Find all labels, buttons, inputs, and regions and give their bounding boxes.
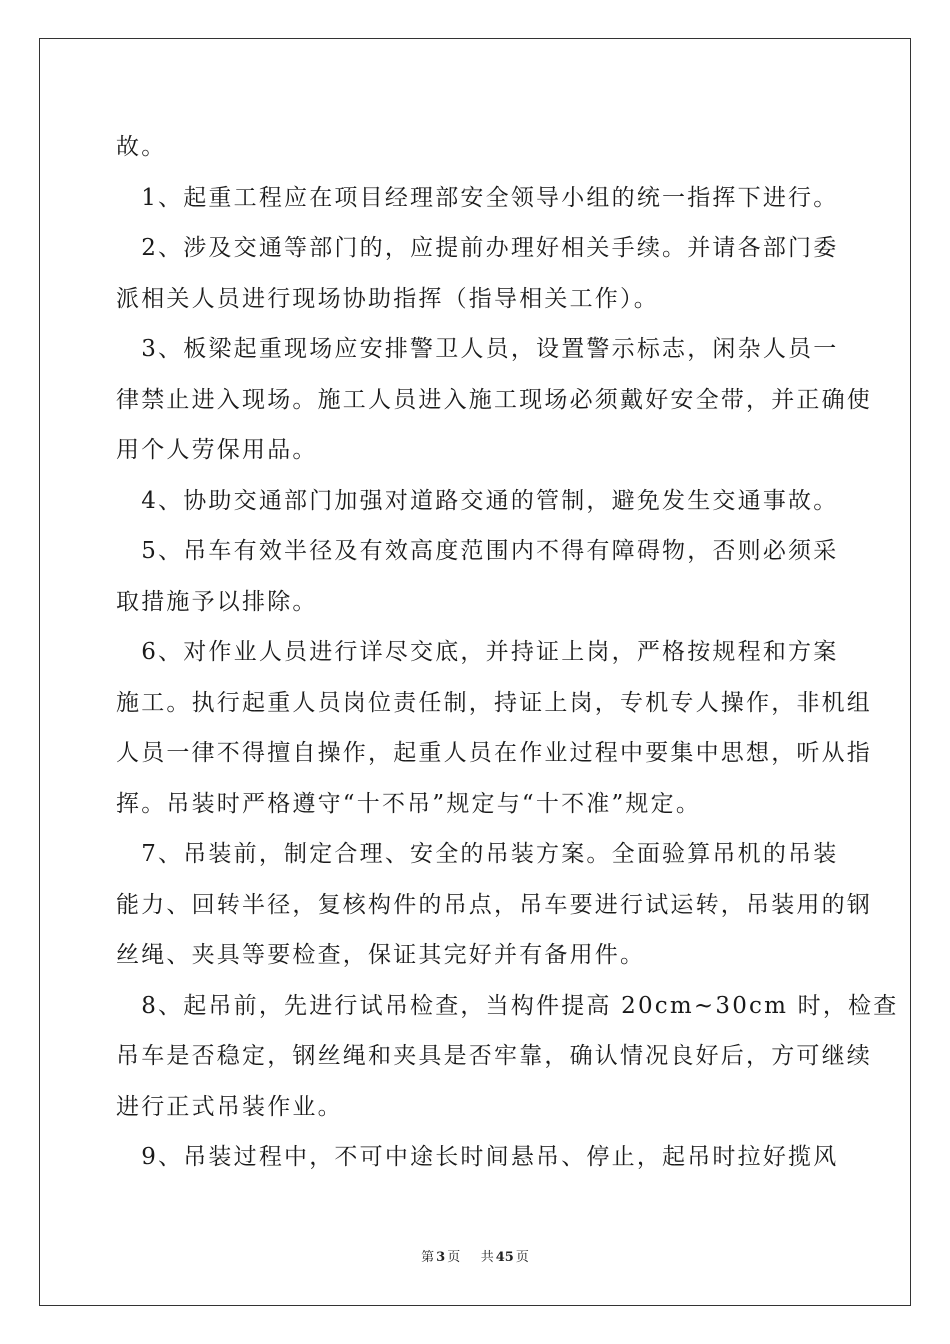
text-line: 用个人劳保用品。 (116, 437, 318, 463)
text-line: 7、吊装前，制定合理、安全的吊装方案。全面验算吊机的吊装 (116, 841, 839, 867)
text-line: 9、吊装过程中，不可中途长时间悬吊、停止，起吊时拉好揽风 (116, 1144, 839, 1170)
text-line: 故。 (116, 134, 167, 160)
page-number: 3 (436, 1250, 446, 1265)
text-line: 取措施予以排除。 (116, 588, 318, 615)
page-footer (0, 1246, 950, 1265)
text-line: 进行正式吊装作业。 (116, 1093, 343, 1120)
page-number-prefix: 第 (421, 1250, 435, 1265)
text-line: 2、涉及交通等部门的，应提前办理好相关手续。并请各部门委 (116, 235, 839, 261)
text-line: 5、吊车有效半径及有效高度范围内不得有障碍物，否则必须采 (116, 538, 839, 564)
text-line: 人员一律不得擅自操作，起重人员在作业过程中要集中思想，听从指 (116, 740, 872, 766)
text-line: 6、对作业人员进行详尽交底，并持证上岗，严格按规程和方案 (116, 639, 839, 665)
text-line: 1、起重工程应在项目经理部安全领导小组的统一指挥下进行。 (116, 184, 839, 211)
total-pages: 45 (495, 1250, 514, 1265)
total-pages-unit: 页 (515, 1250, 529, 1265)
text-line: 挥。吊装时严格遵守“十不吊”规定与“十不准”规定。 (116, 790, 702, 817)
text-line: 律禁止进入现场。施工人员进入施工现场必须戴好安全带，并正确使 (116, 386, 872, 413)
page-number-unit: 页 (447, 1250, 461, 1265)
text-line: 派相关人员进行现场协助指挥（指导相关工作）。 (116, 285, 659, 312)
text-line: 能力、回转半径，复核构件的吊点，吊车要进行试运转，吊装用的钢 (116, 891, 872, 918)
text-line: 8、起吊前，先进行试吊检查，当构件提高 20cm~30cm 时，检查 (116, 992, 899, 1019)
total-pages-prefix: 共 (480, 1250, 494, 1265)
text-line: 3、板梁起重现场应安排警卫人员，设置警示标志，闲杂人员一 (116, 336, 839, 362)
text-line: 施工。执行起重人员岗位责任制，持证上岗，专机专人操作，非机组 (116, 689, 872, 716)
text-line: 丝绳、夹具等要检查，保证其完好并有备用件。 (116, 942, 646, 968)
text-line: 4、协助交通部门加强对道路交通的管制，避免发生交通事故。 (116, 487, 839, 514)
text-line: 吊车是否稳定，钢丝绳和夹具是否牢靠，确认情况良好后，方可继续 (116, 1043, 872, 1069)
